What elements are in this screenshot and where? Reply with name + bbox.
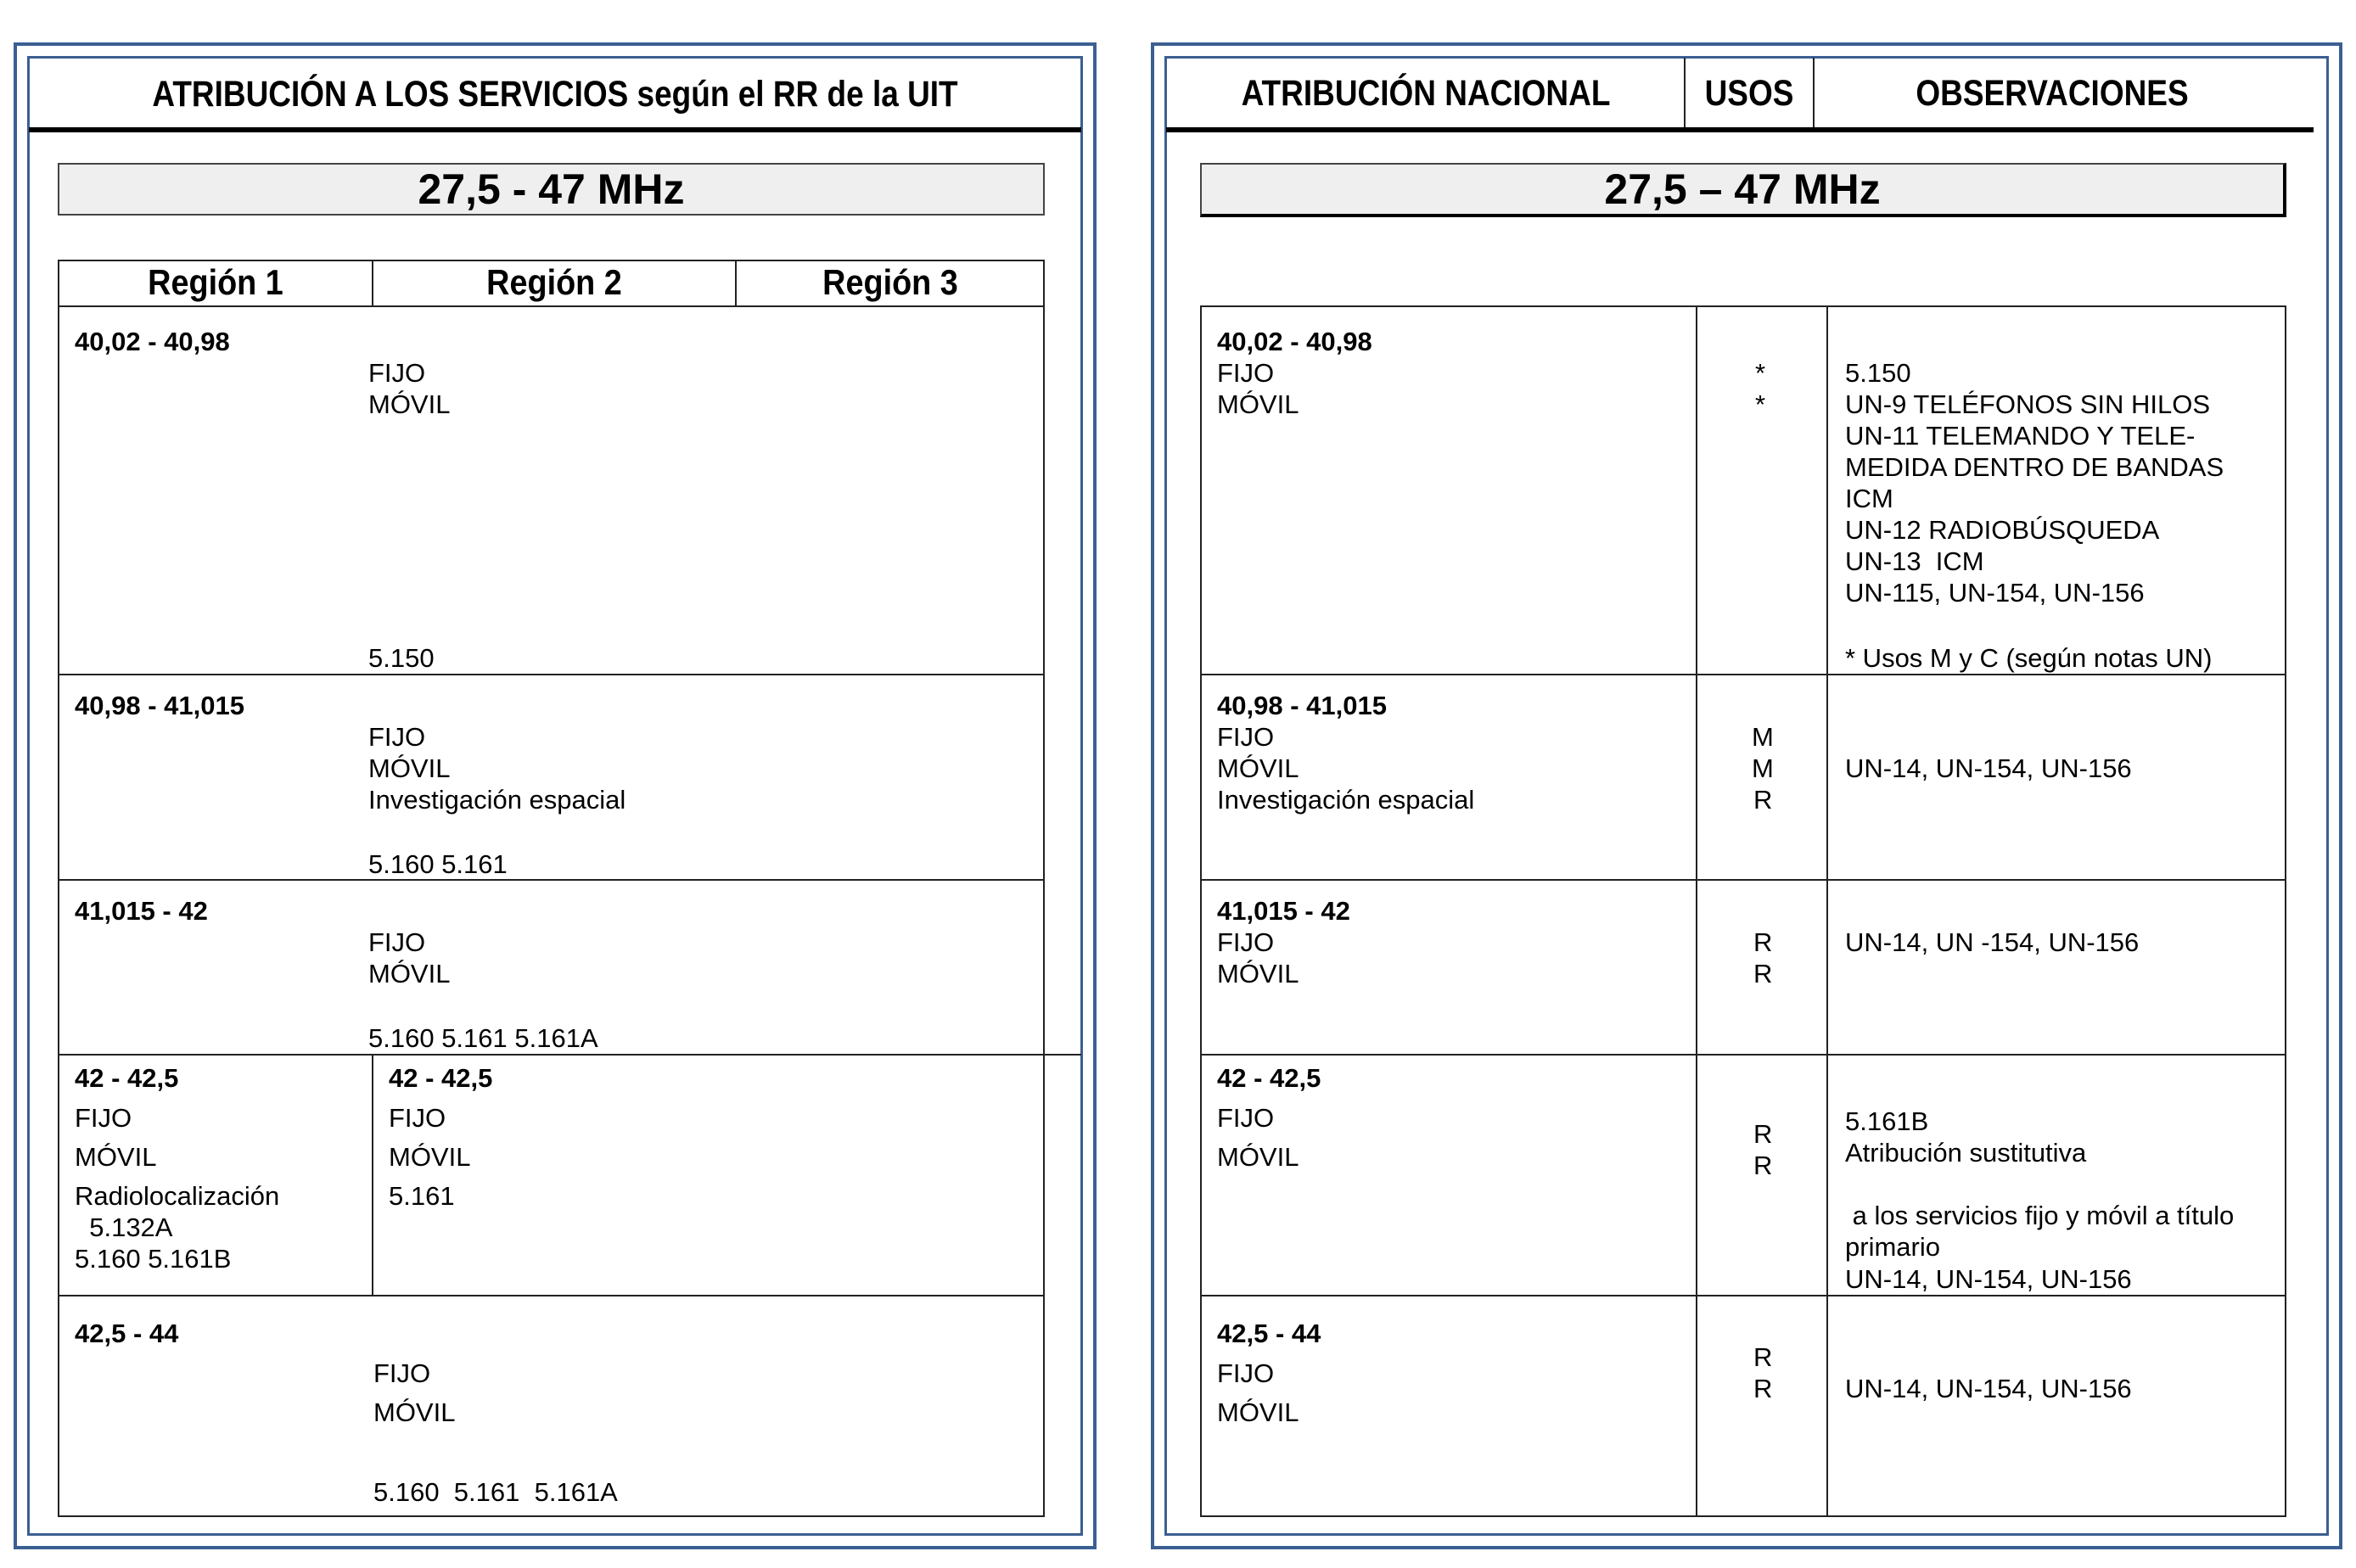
service-movil: MÓVIL bbox=[373, 1397, 456, 1427]
usos-note: * Usos M y C (según notas UN) bbox=[1845, 643, 2213, 673]
band-range: 41,015 - 42 bbox=[75, 896, 208, 926]
usos-value: * bbox=[1755, 358, 1766, 388]
observation: a los servicios fijo y móvil a título bbox=[1845, 1201, 2235, 1230]
observation: UN-12 RADIOBÚSQUEDA bbox=[1845, 515, 2160, 545]
footnote-refs: 5.160 5.161 bbox=[368, 849, 508, 879]
right-row-divider bbox=[1200, 879, 2286, 881]
band-range: 40,02 - 40,98 bbox=[1217, 327, 1372, 356]
left-row-divider bbox=[58, 674, 1045, 675]
band-range: 40,98 - 41,015 bbox=[1217, 691, 1387, 720]
usos-value: R bbox=[1753, 1342, 1773, 1372]
usos-value: M bbox=[1752, 753, 1774, 783]
header-observaciones: OBSERVACIONES bbox=[1916, 72, 2189, 114]
service-fijo: FIJO bbox=[1217, 722, 1275, 752]
observation: UN-115, UN-154, UN-156 bbox=[1845, 578, 2145, 608]
service-investigacion: Investigación espacial bbox=[368, 785, 626, 815]
right-row-divider bbox=[1200, 1054, 2286, 1056]
observation: 5.161B bbox=[1845, 1106, 1929, 1136]
service-movil: MÓVIL bbox=[1217, 389, 1299, 419]
usos-value: R bbox=[1753, 959, 1773, 988]
right-header-rule bbox=[1166, 127, 2314, 132]
left-row-divider bbox=[58, 1054, 1081, 1056]
right-row-divider bbox=[1200, 674, 2286, 675]
observation: UN-14, UN-154, UN-156 bbox=[1845, 1374, 2132, 1403]
region-1-header: Región 1 bbox=[148, 262, 283, 302]
header-divider-2 bbox=[1813, 58, 1815, 129]
band-range: 42,5 - 44 bbox=[1217, 1319, 1321, 1348]
service-movil: MÓVIL bbox=[368, 753, 451, 783]
footnote-refs: 5.160 5.161 5.161A bbox=[373, 1477, 618, 1507]
left-allocation-table bbox=[58, 260, 1045, 1517]
left-band-title: 27,5 - 47 MHz bbox=[58, 163, 1045, 216]
service-fijo: FIJO bbox=[368, 927, 426, 957]
usos-value: * bbox=[1755, 389, 1766, 419]
region-3-header: Región 3 bbox=[822, 262, 958, 302]
obs-column-divider bbox=[1826, 305, 1828, 1517]
observation: UN-13 ICM bbox=[1845, 546, 1984, 576]
band-range: 40,02 - 40,98 bbox=[75, 327, 230, 356]
band-range: 42 - 42,5 bbox=[1217, 1063, 1321, 1093]
band-range: 40,98 - 41,015 bbox=[75, 691, 244, 720]
service-investigacion: Investigación espacial bbox=[1217, 785, 1475, 815]
observation: UN-11 TELEMANDO Y TELE- bbox=[1845, 421, 2196, 451]
left-page-title: ATRIBUCIÓN A LOS SERVICIOS según el RR de la UIT bbox=[152, 73, 958, 115]
service-movil: MÓVIL bbox=[1217, 753, 1299, 783]
service-fijo: FIJO bbox=[373, 1358, 431, 1388]
usos-value: R bbox=[1753, 1151, 1773, 1180]
observation: primario bbox=[1845, 1232, 1940, 1262]
band-range: 42,5 - 44 bbox=[75, 1319, 179, 1348]
band-range-region-2: 42 - 42,5 bbox=[389, 1063, 493, 1093]
footnote-refs: 5.161 bbox=[389, 1181, 455, 1211]
left-row-divider bbox=[58, 1295, 1045, 1296]
service-movil: MÓVIL bbox=[1217, 1397, 1299, 1427]
observation: Atribución sustitutiva bbox=[1845, 1138, 2087, 1168]
service-fijo: FIJO bbox=[1217, 927, 1275, 957]
right-row-divider bbox=[1200, 1295, 2286, 1296]
service-movil: MÓVIL bbox=[1217, 959, 1299, 988]
usos-value: R bbox=[1753, 1119, 1773, 1149]
service-movil: MÓVIL bbox=[1217, 1142, 1299, 1172]
usos-value: R bbox=[1753, 927, 1773, 957]
left-row-divider bbox=[58, 879, 1045, 881]
header-atribucion-nacional: ATRIBUCIÓN NACIONAL bbox=[1241, 72, 1611, 114]
right-allocation-table bbox=[1200, 305, 2286, 1517]
service-fijo: FIJO bbox=[1217, 1358, 1275, 1388]
service-movil: MÓVIL bbox=[75, 1142, 157, 1172]
region-header-divider bbox=[58, 305, 1045, 307]
region-divider-2 bbox=[735, 260, 737, 307]
service-fijo: FIJO bbox=[1217, 1103, 1275, 1133]
footnote-refs: 5.160 5.161 5.161A bbox=[368, 1023, 598, 1053]
usos-value: R bbox=[1753, 1374, 1773, 1403]
header-usos: USOS bbox=[1704, 72, 1794, 114]
observation: 5.150 bbox=[1845, 358, 1911, 388]
usos-column-divider bbox=[1696, 305, 1697, 1517]
footnote-refs: 5.132A bbox=[75, 1212, 173, 1242]
service-fijo: FIJO bbox=[389, 1103, 446, 1133]
service-fijo: FIJO bbox=[1217, 358, 1275, 388]
usos-value: M bbox=[1752, 722, 1774, 752]
service-movil: MÓVIL bbox=[389, 1142, 471, 1172]
service-fijo: FIJO bbox=[75, 1103, 132, 1133]
service-fijo: FIJO bbox=[368, 358, 426, 388]
service-movil: MÓVIL bbox=[368, 389, 451, 419]
region-divider-1 bbox=[372, 260, 373, 307]
left-row4-region-divider bbox=[372, 1054, 373, 1296]
band-range: 41,015 - 42 bbox=[1217, 896, 1350, 926]
observation: UN-14, UN-154, UN-156 bbox=[1845, 1264, 2132, 1294]
service-fijo: FIJO bbox=[368, 722, 426, 752]
footnote-refs: 5.150 bbox=[368, 643, 435, 673]
service-movil: MÓVIL bbox=[368, 959, 451, 988]
band-range-region-1: 42 - 42,5 bbox=[75, 1063, 179, 1093]
observation: UN-14, UN-154, UN-156 bbox=[1845, 753, 2132, 783]
left-header-rule bbox=[29, 127, 1081, 132]
service-radiolocalizacion: Radiolocalización bbox=[75, 1181, 280, 1211]
right-band-title: 27,5 – 47 MHz bbox=[1200, 163, 2286, 217]
observation: UN-9 TELÉFONOS SIN HILOS bbox=[1845, 389, 2211, 419]
footnote-refs: 5.160 5.161B bbox=[75, 1244, 232, 1274]
header-divider-1 bbox=[1684, 58, 1686, 129]
usos-value: R bbox=[1753, 785, 1773, 815]
region-2-header: Región 2 bbox=[486, 262, 622, 302]
observation: UN-14, UN -154, UN-156 bbox=[1845, 927, 2140, 957]
observation: ICM bbox=[1845, 484, 1893, 513]
observation: MEDIDA DENTRO DE BANDAS bbox=[1845, 452, 2224, 482]
